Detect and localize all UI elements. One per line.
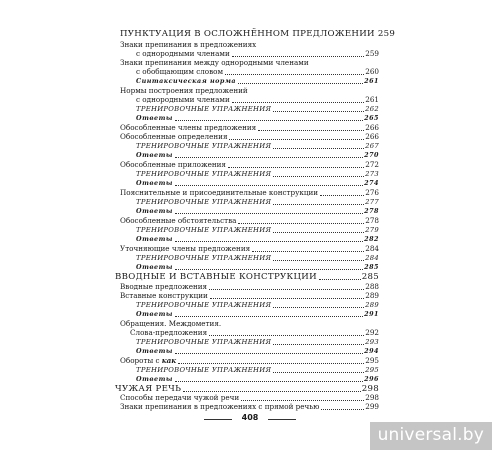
toc-entry xyxy=(136,374,379,384)
dot-leader xyxy=(319,279,361,280)
entry-title: с однородными членами xyxy=(136,49,230,58)
entry-title: ВВОДНЫЕ И ВСТАВНЫЕ КОНСТРУКЦИИ xyxy=(115,272,317,282)
entry-page: 285 xyxy=(364,263,379,271)
dot-leader xyxy=(178,363,364,364)
entry-page: 259 xyxy=(365,49,379,58)
entry-page: 295 xyxy=(365,366,379,374)
dot-leader xyxy=(273,148,364,149)
entry-page: 266 xyxy=(365,132,379,141)
entry-page: 293 xyxy=(365,338,379,346)
entry-title: Ответы xyxy=(136,310,173,318)
entry-title: Ответы xyxy=(136,347,173,355)
dot-leader xyxy=(238,83,363,84)
entry-title: Обособленные члены предложения xyxy=(120,123,257,132)
entry-title: Способы передачи чужой речи xyxy=(120,393,240,402)
dot-leader xyxy=(232,56,365,57)
entry-page: 262 xyxy=(365,105,379,113)
toc-entry xyxy=(136,309,379,319)
entry-title-prefix: Обороты с xyxy=(120,356,162,365)
entry-page: 267 xyxy=(365,142,379,150)
dot-leader xyxy=(273,260,364,261)
entry-title: Ответы xyxy=(136,235,173,243)
entry-title: Обособленные определения xyxy=(120,132,228,141)
entry-title: Обособленные приложения xyxy=(120,160,226,169)
entry-page: 276 xyxy=(365,188,379,197)
dot-leader xyxy=(273,232,364,233)
dot-leader xyxy=(175,157,363,158)
dot-leader xyxy=(210,298,364,299)
entry-page: 284 xyxy=(365,244,379,253)
dot-leader xyxy=(209,289,364,290)
entry-title: Ответы xyxy=(136,263,173,271)
entry-page: 278 xyxy=(364,207,379,215)
toc-entry xyxy=(136,178,379,188)
toc-entry xyxy=(136,234,379,244)
dot-leader xyxy=(273,111,364,112)
entry-page: 272 xyxy=(365,160,379,169)
entry-page: 298 xyxy=(365,393,379,402)
toc-entry xyxy=(136,76,379,86)
watermark: universal.by xyxy=(370,422,492,450)
dot-leader xyxy=(209,335,364,336)
entry-title: с обобщающим словом xyxy=(136,67,224,76)
entry-page: 285 xyxy=(361,272,379,282)
entry-page: 260 xyxy=(365,67,379,76)
entry-title: Уточняющие члены предложения xyxy=(120,244,251,253)
entry-page: 292 xyxy=(365,328,379,337)
entry-title: Обращения. Междометия. xyxy=(120,319,222,328)
entry-page: 273 xyxy=(365,170,379,178)
entry-page: 265 xyxy=(364,114,379,122)
entry-page: 299 xyxy=(365,402,379,411)
entry-title: Пояснительные и присоединительные конструкции xyxy=(120,188,319,197)
toc-entry xyxy=(120,29,396,39)
entry-page: 274 xyxy=(364,179,379,187)
dot-leader xyxy=(175,185,363,186)
entry-title: Знаки препинания между однородными членами xyxy=(120,58,309,67)
footer-rule-left xyxy=(204,419,232,420)
dot-leader xyxy=(273,176,364,177)
toc-entry xyxy=(136,150,379,160)
dot-leader xyxy=(273,307,364,308)
dot-leader xyxy=(175,269,363,270)
dot-leader xyxy=(225,74,364,75)
entry-title: ТРЕНИРОВОЧНЫЕ УПРАЖНЕНИЯ xyxy=(136,198,272,206)
dot-leader xyxy=(273,372,364,373)
toc-entry xyxy=(115,272,379,282)
dot-leader xyxy=(183,391,361,392)
entry-page: 270 xyxy=(364,151,379,159)
dot-leader xyxy=(241,400,364,401)
dot-leader xyxy=(252,251,364,252)
entry-title: Синтаксическая норма xyxy=(136,77,237,85)
entry-page: 278 xyxy=(365,216,379,225)
entry-title: ТРЕНИРОВОЧНЫЕ УПРАЖНЕНИЯ xyxy=(136,366,272,374)
entry-page: 282 xyxy=(364,235,379,243)
entry-title: Ответы xyxy=(136,114,173,122)
dot-leader xyxy=(320,195,364,196)
entry-title: ТРЕНИРОВОЧНЫЕ УПРАЖНЕНИЯ xyxy=(136,226,272,234)
toc-entry xyxy=(120,402,379,412)
entry-page: 289 xyxy=(365,301,379,309)
dot-leader xyxy=(258,130,364,131)
entry-title: Вставные конструкции xyxy=(120,291,208,300)
entry-title: ТРЕНИРОВОЧНЫЕ УПРАЖНЕНИЯ xyxy=(136,301,272,309)
entry-page: 277 xyxy=(365,198,379,206)
dot-leader xyxy=(175,381,363,382)
dot-leader xyxy=(175,241,363,242)
entry-title: Вводные предложения xyxy=(120,282,208,291)
entry-title: ЧУЖАЯ РЕЧЬ xyxy=(115,384,182,394)
entry-page: 289 xyxy=(365,291,379,300)
toc-entry xyxy=(136,262,379,272)
entry-title: ТРЕНИРОВОЧНЫЕ УПРАЖНЕНИЯ xyxy=(136,338,272,346)
entry-page: 291 xyxy=(364,310,379,318)
entry-title: Обособленные обстоятельства xyxy=(120,216,237,225)
dot-leader xyxy=(229,139,364,140)
entry-page: 288 xyxy=(365,282,379,291)
entry-title-emphasis: как xyxy=(161,356,177,365)
dot-leader xyxy=(232,102,365,103)
entry-title: Ответы xyxy=(136,375,173,383)
entry-title: ТРЕНИРОВОЧНЫЕ УПРАЖНЕНИЯ xyxy=(136,142,272,150)
dot-leader xyxy=(273,344,364,345)
entry-page: 266 xyxy=(365,123,379,132)
page-number: 408 xyxy=(241,413,259,422)
toc-entry xyxy=(136,206,379,216)
entry-page: 298 xyxy=(361,384,379,394)
entry-title: ТРЕНИРОВОЧНЫЕ УПРАЖНЕНИЯ xyxy=(136,170,272,178)
entry-title: Знаки препинания в предложениях с прямой речью xyxy=(120,402,320,411)
entry-title: Нормы построения предложений xyxy=(120,86,248,95)
entry-page: 259 xyxy=(377,29,396,39)
footer-rule-right xyxy=(268,419,296,420)
entry-page: 294 xyxy=(364,347,379,355)
dot-leader xyxy=(273,204,364,205)
entry-title: с однородными членами xyxy=(136,95,230,104)
dot-leader xyxy=(175,316,363,317)
dot-leader xyxy=(321,409,364,410)
toc-entry xyxy=(136,346,379,356)
entry-title: ТРЕНИРОВОЧНЫЕ УПРАЖНЕНИЯ xyxy=(136,254,272,262)
entry-title: Слова-предложения xyxy=(130,328,208,337)
entry-title: Знаки препинания в предложениях xyxy=(120,40,257,49)
toc-entry xyxy=(136,113,379,123)
dot-leader xyxy=(175,213,363,214)
dot-leader xyxy=(238,223,364,224)
dot-leader xyxy=(175,353,363,354)
entry-page: 279 xyxy=(365,226,379,234)
entry-page: 295 xyxy=(365,356,379,365)
entry-page: 261 xyxy=(364,77,379,85)
dot-leader xyxy=(175,120,363,121)
entry-title: Ответы xyxy=(136,151,173,159)
dot-leader xyxy=(228,167,364,168)
entry-title: Ответы xyxy=(136,179,173,187)
entry-title: ТРЕНИРОВОЧНЫЕ УПРАЖНЕНИЯ xyxy=(136,105,272,113)
entry-page: 284 xyxy=(365,254,379,262)
entry-title: ПУНКТУАЦИЯ В ОСЛОЖНЁННОМ ПРЕДЛОЖЕНИИ xyxy=(120,29,375,39)
entry-page: 261 xyxy=(365,95,379,104)
entry-page: 296 xyxy=(364,375,379,383)
entry-title: Ответы xyxy=(136,207,173,215)
